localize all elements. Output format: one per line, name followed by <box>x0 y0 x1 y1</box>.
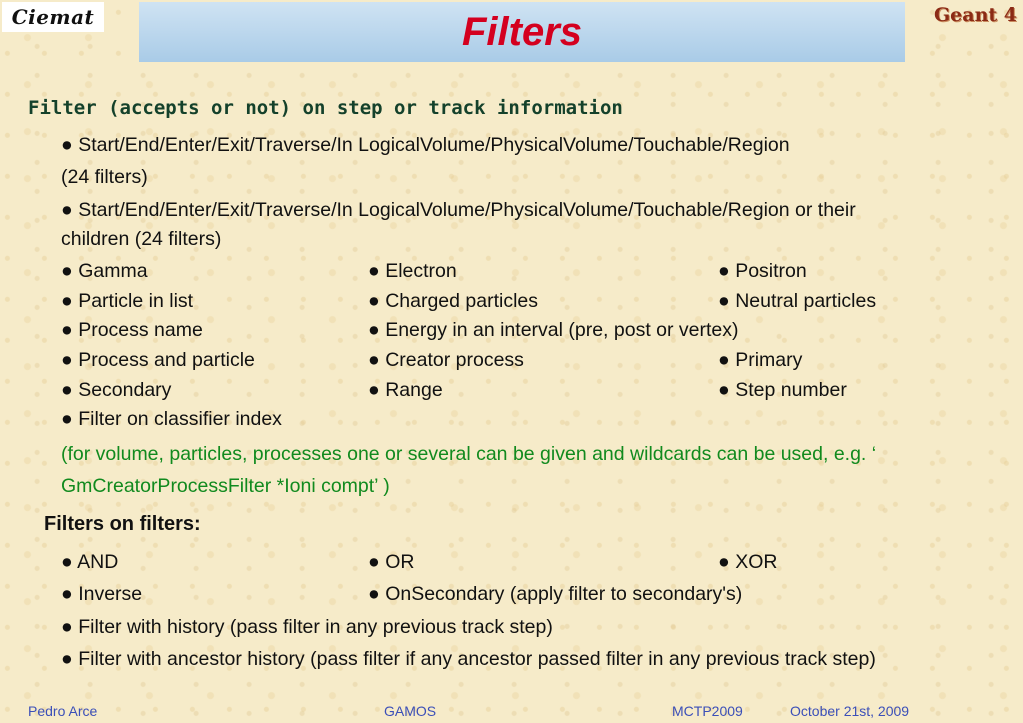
filter-item: ● Energy in an interval (pre, post or vertex) <box>368 319 739 341</box>
filter-item: ● Particle in list <box>61 290 194 312</box>
combine-item-or: ● OR <box>368 551 415 573</box>
filter-item: ● Electron <box>368 260 457 282</box>
combine-item-and: ● AND <box>61 551 119 573</box>
filter-item: ● Process and particle <box>61 349 255 371</box>
filter-item: ● Step number <box>718 379 847 401</box>
bullet-item-volume: ● Start/End/Enter/Exit/Traverse/In LogicalVolume/PhysicalVolume/Touchable/Region <box>61 134 790 156</box>
combine-item-inverse: ● Inverse <box>61 583 143 605</box>
bullet-item-volume-cont: (24 filters) <box>61 166 148 188</box>
filter-item: ● Filter on classifier index <box>61 408 282 430</box>
title-bar <box>139 2 905 62</box>
bullet-item-volume-children: ● Start/End/Enter/Exit/Traverse/In LogicalVolume/PhysicalVolume/Touchable/Region or their <box>61 199 856 221</box>
section-heading-filters-on-filters: Filters on filters: <box>44 513 201 535</box>
slide-title: Filters <box>461 9 583 54</box>
filter-item: ● Creator process <box>368 349 524 371</box>
footer-project: GAMOS <box>384 703 437 719</box>
filter-item: ● Positron <box>718 260 807 282</box>
filter-item: ● Neutral particles <box>718 290 877 312</box>
ciemat-logo: Ciemat <box>2 2 104 32</box>
wildcard-note-cont: GmCreatorProcessFilter *Ioni compt’ ) <box>61 475 390 497</box>
footer-author: Pedro Arce <box>28 703 98 719</box>
filter-item: ● Range <box>368 379 443 401</box>
combine-item-history: ● Filter with history (pass filter in any previous track step) <box>61 616 553 638</box>
filter-item: ● Primary <box>718 349 803 371</box>
geant4-logo: Geant 4 <box>933 4 1017 26</box>
filter-item: ● Gamma <box>61 260 148 282</box>
combine-item-xor: ● XOR <box>718 551 778 573</box>
combine-item-ancestor-history: ● Filter with ancestor history (pass filter if any ancestor passed filter in any previous track step) <box>61 648 876 670</box>
filter-item: ● Charged particles <box>368 290 539 312</box>
bullet-item-volume-children-cont: children (24 filters) <box>61 228 222 250</box>
combine-item-onsecondary: ● OnSecondary (apply filter to secondary's) <box>368 583 743 605</box>
filter-item: ● Process name <box>61 319 203 341</box>
section-heading-step-track: Filter (accepts or not) on step or track information <box>28 97 623 119</box>
footer-event: MCTP2009 <box>672 703 743 719</box>
footer-date: October 21st, 2009 <box>790 703 910 719</box>
wildcard-note: (for volume, particles, processes one or several can be given and wildcards can be used, e.g. ‘ <box>61 443 877 465</box>
filter-item: ● Secondary <box>61 379 172 401</box>
